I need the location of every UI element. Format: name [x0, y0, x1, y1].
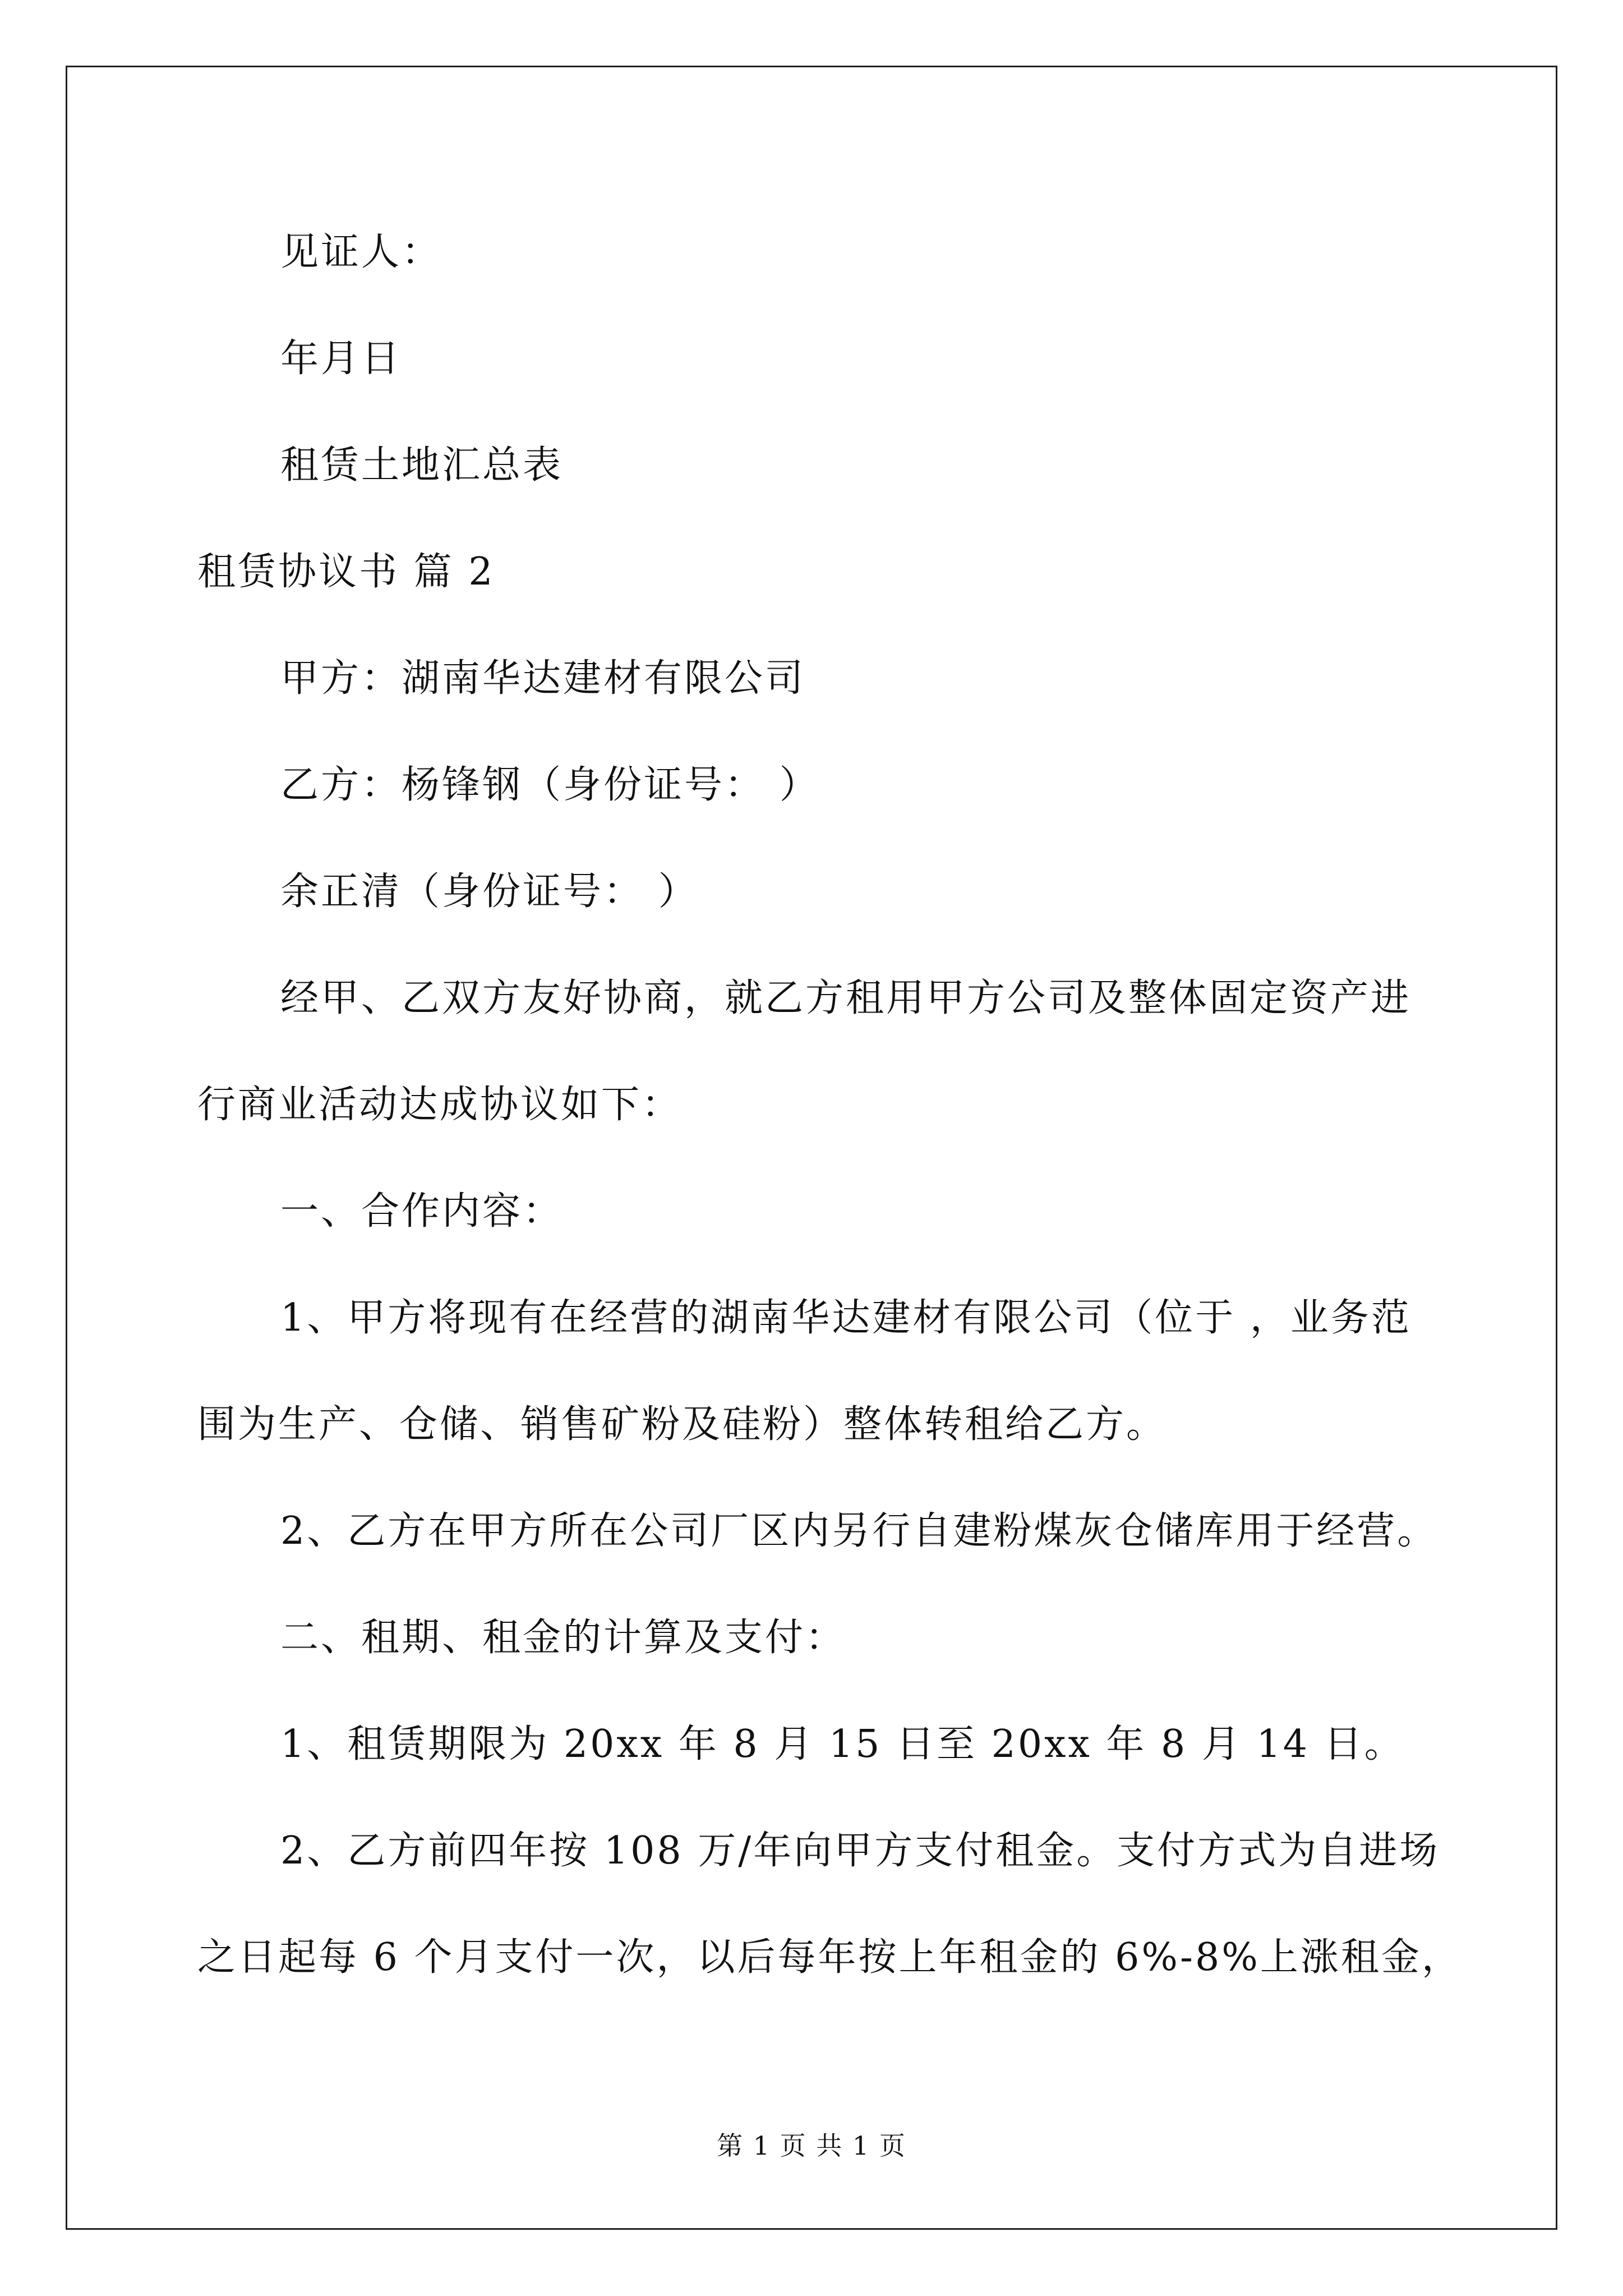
page-border: [66, 66, 1557, 2230]
land-summary-heading: 租赁土地汇总表: [280, 443, 564, 487]
clause-2-2-line-2: 之日起每 6 个月支付一次，以后每年按上年租金的 6%-8%上涨租金，: [197, 1935, 1462, 1980]
party-b-2: 余正清（身份证号： ）: [280, 869, 699, 914]
clause-2-1: 1、租赁期限为 20xx 年 8 月 15 日至 20xx 年 8 月 14 日。: [280, 1722, 1405, 1766]
party-b-1: 乙方：杨锋钢（身份证号： ）: [280, 763, 820, 807]
clause-1-2: 2、乙方在甲方所在公司厂区内另行自建粉煤灰仓储库用于经营。: [280, 1509, 1438, 1553]
clause-heading-1: 一、合作内容：: [280, 1189, 564, 1234]
party-a: 甲方：湖南华达建材有限公司: [280, 656, 806, 701]
date-label: 年月日: [280, 337, 402, 381]
section-title: 租赁协议书 篇 2: [197, 550, 495, 594]
clause-2-2-line-1: 2、乙方前四年按 108 万/年向甲方支付租金。支付方式为自进场: [280, 1829, 1440, 1873]
clause-1-1-line-1: 1、甲方将现有在经营的湖南华达建材有限公司（位于 ，业务范: [280, 1296, 1412, 1340]
clause-heading-2: 二、租期、租金的计算及支付：: [280, 1616, 846, 1660]
preamble-line-2: 行商业活动达成协议如下：: [197, 1083, 683, 1127]
preamble-line-1: 经甲、乙双方友好协商，就乙方租用甲方公司及整体固定资产进: [280, 976, 1412, 1020]
witness-label: 见证人：: [280, 230, 442, 274]
page-footer: 第 1 页 共 1 页: [717, 2131, 906, 2161]
clause-1-1-line-2: 围为生产、仓储、销售矿粉及硅粉）整体转租给乙方。: [197, 1402, 1167, 1447]
